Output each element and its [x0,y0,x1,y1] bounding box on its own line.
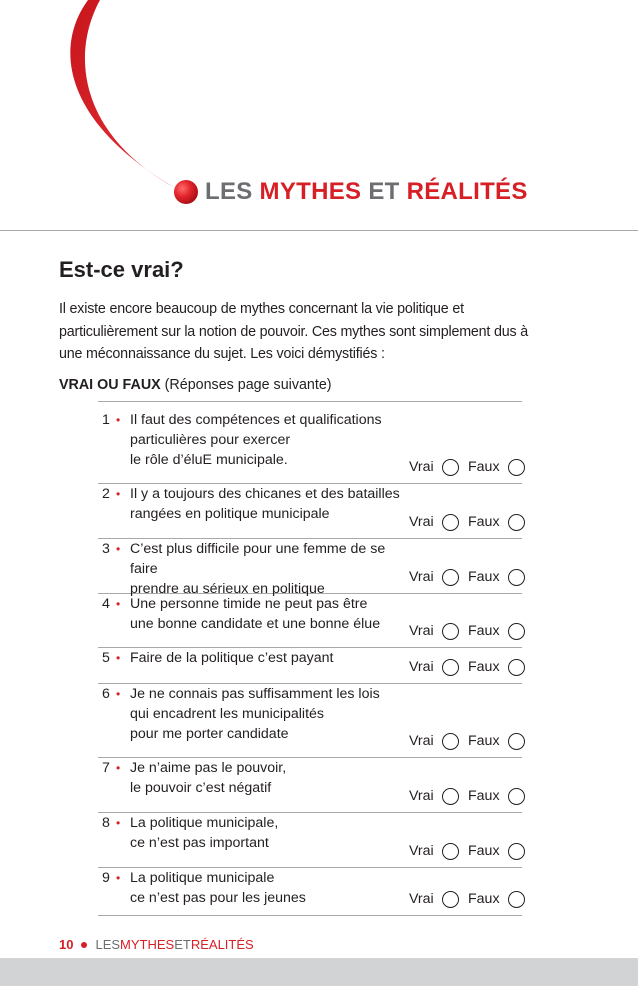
vrai-option[interactable] [409,512,459,532]
question-number: 6 [102,686,110,702]
question-text: Faire de la politique c’est payant [130,650,334,666]
faux-option[interactable] [468,657,525,677]
vrai-option[interactable] [409,621,459,641]
vrai-label: Vrai [409,788,434,804]
faux-label: Faux [468,788,500,804]
question-item [98,594,522,648]
faux-radio-circle-icon[interactable] [508,891,525,908]
vrai-label: Vrai [409,569,434,585]
faux-radio-circle-icon[interactable] [508,514,525,531]
vrai-radio-circle-icon[interactable] [442,514,459,531]
question-number: 1 [102,412,110,428]
vrai-label: Vrai [409,623,434,639]
vrai-label: Vrai [409,733,434,749]
faux-radio-circle-icon[interactable] [508,659,525,676]
vrai-radio-circle-icon[interactable] [442,569,459,586]
faux-option[interactable] [468,621,525,641]
bullet-icon: • [116,687,121,701]
vrai-option[interactable] [409,841,459,861]
faux-option[interactable] [468,841,525,861]
question-item [98,484,522,539]
page-header-title: LES MYTHES ET RÉALITÉS [205,178,528,205]
faux-option[interactable] [468,786,525,806]
bullet-icon: • [116,816,121,830]
vrai-label: Vrai [409,514,434,530]
question-number: 2 [102,486,110,502]
bullet-icon: • [116,487,121,501]
question-item [98,758,522,813]
intro-paragraph: Il existe encore beaucoup de mythes concernant la vie politique et particulièrement sur la notion de pouvoir. Ces mythes sont simplement dus à une méconnaissance du sujet. Les voici démystifiés : [59,301,528,362]
page-footer: 10 LES MYTHES ET RÉALITÉS [59,937,254,952]
question-text: La politique municipale, ce n’est pas important [130,815,279,851]
faux-label: Faux [468,459,500,475]
question-text: Je ne connais pas suffisamment les lois qui encadrent les municipalités pour me porter candidate [130,686,380,742]
question-number: 8 [102,815,110,831]
faux-radio-circle-icon[interactable] [508,733,525,750]
faux-option[interactable] [468,567,525,587]
vrai-option[interactable] [409,567,459,587]
faux-label: Faux [468,891,500,907]
faux-radio-circle-icon[interactable] [508,788,525,805]
quiz-divider [98,401,522,402]
header-divider [0,230,638,231]
question-item [98,868,522,916]
page-number: 10 [59,937,74,952]
faux-label: Faux [468,733,500,749]
footer-bullet-icon [81,942,87,948]
faux-label: Faux [468,843,500,859]
quiz-label: VRAI OU FAUX (Réponses page suivante) [59,377,332,393]
question-number: 9 [102,870,110,886]
question-text: Je n’aime pas le pouvoir, le pouvoir c’est négatif [130,760,287,796]
vrai-label: Vrai [409,843,434,859]
bullet-icon: • [116,761,121,775]
question-item [98,684,522,758]
vrai-radio-circle-icon[interactable] [442,623,459,640]
faux-radio-circle-icon[interactable] [508,843,525,860]
question-item [98,410,522,484]
question-number: 3 [102,541,110,557]
faux-option[interactable] [468,731,525,751]
faux-label: Faux [468,659,500,675]
question-text: Il y a toujours des chicanes et des batailles rangées en politique municipale [130,486,400,522]
bullet-icon: • [116,542,121,556]
bullet-icon: • [116,597,121,611]
question-number: 7 [102,760,110,776]
question-text: C’est plus difficile pour une femme de se faire prendre au sérieux en politique [130,541,386,597]
vrai-label: Vrai [409,891,434,907]
question-item [98,648,522,684]
footer-band [0,958,638,986]
faux-radio-circle-icon[interactable] [508,459,525,476]
question-item [98,539,522,597]
vrai-option[interactable] [409,889,459,909]
faux-option[interactable] [468,512,525,532]
vrai-radio-circle-icon[interactable] [442,459,459,476]
question-number: 4 [102,596,110,612]
vrai-radio-circle-icon[interactable] [442,788,459,805]
bullet-icon: • [116,651,121,665]
section-heading: Est-ce vrai? [59,257,184,282]
vrai-radio-circle-icon[interactable] [442,843,459,860]
faux-option[interactable] [468,889,525,909]
vrai-option[interactable] [409,457,459,477]
question-text: Il faut des compétences et qualifications particulières pour exercer le rôle d’éluE municipale. [130,412,382,468]
vrai-option[interactable] [409,731,459,751]
vrai-radio-circle-icon[interactable] [442,891,459,908]
faux-label: Faux [468,514,500,530]
question-text: La politique municipale ce n’est pas pour les jeunes [130,870,306,906]
faux-label: Faux [468,623,500,639]
faux-radio-circle-icon[interactable] [508,623,525,640]
vrai-radio-circle-icon[interactable] [442,659,459,676]
faux-label: Faux [468,569,500,585]
vrai-option[interactable] [409,786,459,806]
red-ball-icon [174,180,198,204]
question-item [98,813,522,868]
question-number: 5 [102,650,110,666]
bullet-icon: • [116,413,121,427]
bullet-icon: • [116,871,121,885]
vrai-radio-circle-icon[interactable] [442,733,459,750]
faux-option[interactable] [468,457,525,477]
vrai-label: Vrai [409,459,434,475]
faux-radio-circle-icon[interactable] [508,569,525,586]
vrai-label: Vrai [409,659,434,675]
vrai-option[interactable] [409,657,459,677]
question-text: Une personne timide ne peut pas être une bonne candidate et une bonne élue [130,596,381,632]
